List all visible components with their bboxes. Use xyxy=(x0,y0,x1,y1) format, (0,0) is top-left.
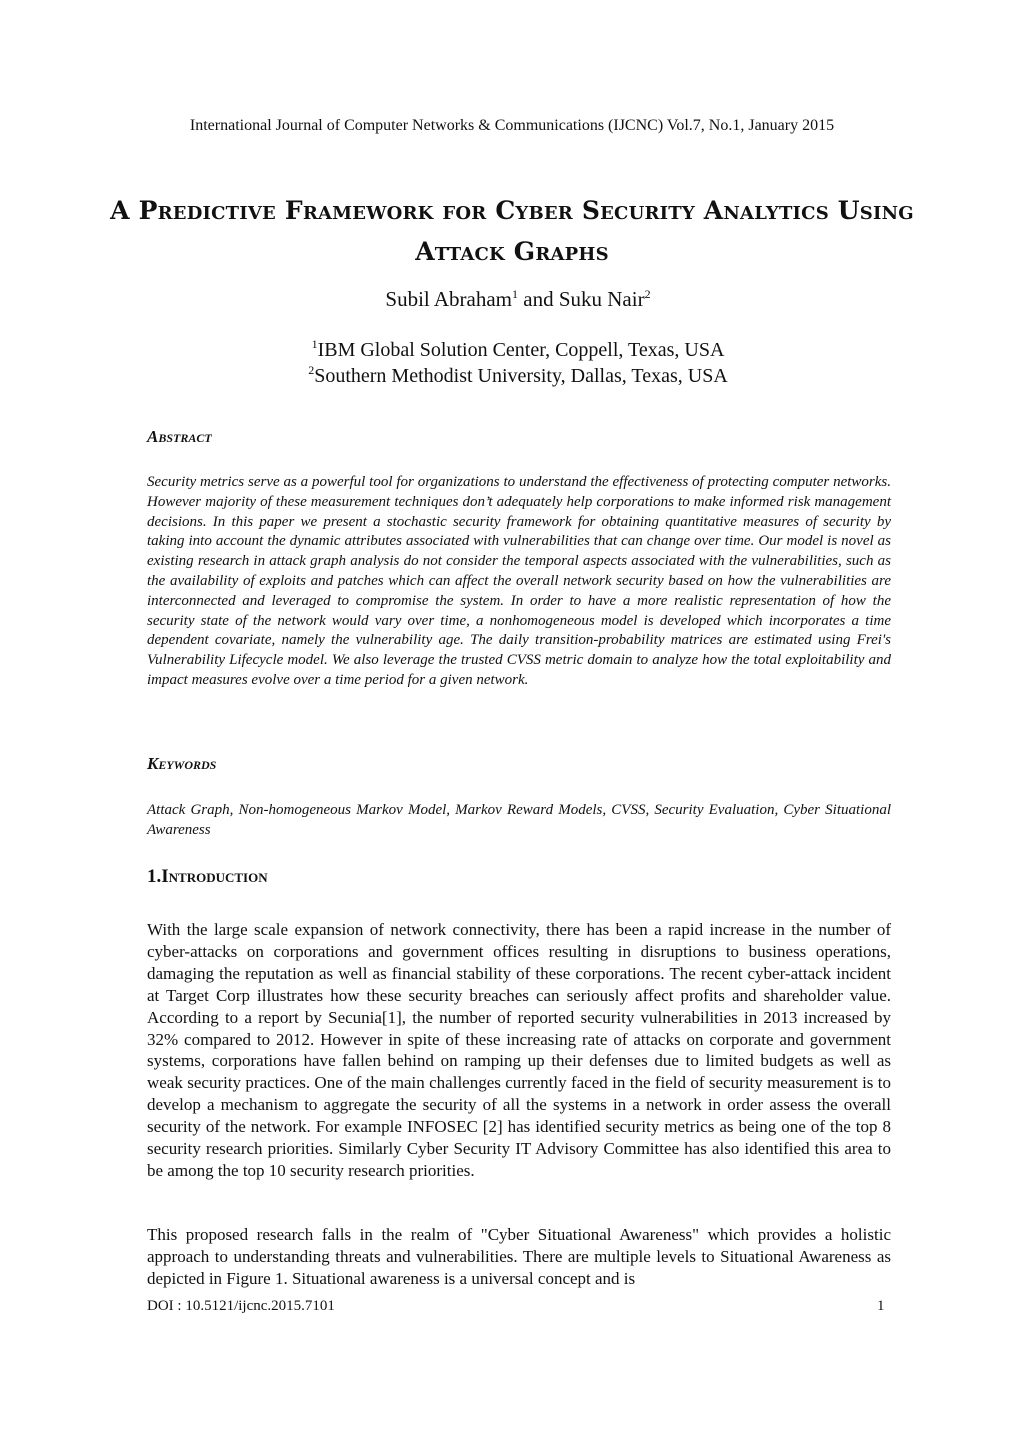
affiliation xyxy=(0,337,1024,363)
affiliations xyxy=(0,337,1024,389)
abstract-text: Security metrics serve as a powerful tool for organizations to understand the effectiveness of protecting computer networks. However majority of these measurement techniques don’t adequately help corporations to make informed risk management decisions. In this paper we present a stochastic security framework for obtaining quantitative measures of security by taking into account the dynamic attributes associated with vulnerabilities that can change over time. Our model is novel as existing research in attack graph analysis do not consider the temporal aspects associated with the vulnerabilities, such as the availability of exploits and patches which can affect the overall network security based on how the vulnerabilities are interconnected and leveraged to compromise the system. In order to have a more realistic representation of how the security state of the network would vary over time, a nonhomogeneous model is developed which incorporates a time dependent covariate, namely the vulnerability age. The daily transition-probability matrices are estimated using Frei's Vulnerability Lifecycle model. We also leverage the trusted CVSS metric domain to analyze how the total exploitability and impact measures evolve over a time period for a given network. xyxy=(147,474,891,688)
abstract-heading: Abstract xyxy=(147,427,212,446)
keywords-text: Attack Graph, Non-homogeneous Markov Model, Markov Reward Models, CVSS, Security Evaluation, Cyber Situational Awareness xyxy=(147,802,891,838)
affiliation-superscript: 2 xyxy=(308,363,315,377)
body-paragraph: This proposed research falls in the realm of "Cyber Situational Awareness" which provides a holistic approach to understanding threats and vulnerabilities. There are multiple levels to Situational Awareness as depicted in Figure 1. Situational awareness is a universal concept and is xyxy=(147,1225,891,1288)
author-conjunction: and xyxy=(518,287,559,311)
affiliation-superscript: 1 xyxy=(311,337,318,351)
author-superscript: 2 xyxy=(644,287,651,301)
author-name: Suku Nair xyxy=(558,287,645,311)
introduction-heading: 1.Introduction xyxy=(147,866,268,887)
journal-header: International Journal of Computer Networks & Communications (IJCNC) Vol.7, No.1, January 2015 xyxy=(189,117,835,134)
body-paragraph: With the large scale expansion of network connectivity, there has been a rapid increase in the number of cyber-attacks on corporations and government offices resulting in disruptions to business operations, damaging the reputation as well as financial stability of these corporations. The recent cyber-attack incident at Target Corp illustrates how these security breaches can seriously affect profits and shareholder value. According to a report by Secunia[1], the number of reported security vulnerabilities in 2013 increased by 32% compared to 2012. However in spite of these increasing rate of attacks on corporate and government systems, corporations have fallen behind on ramping up their defenses due to limited budgets as well as weak security practices. One of the main challenges currently faced in the field of security measurement is to develop a mechanism to aggregate the security of all the systems in a network in order assess the overall security of the network. For example INFOSEC [2] has identified security metrics as being one of the top 8 security research priorities. Similarly Cyber Security IT Advisory Committee has also identified this area to be among the top 10 security research priorities. xyxy=(147,920,891,1180)
affiliation xyxy=(0,363,1024,389)
page-number: 1 xyxy=(877,1298,885,1314)
authors xyxy=(0,287,1024,312)
author-name: Subil Abraham xyxy=(385,287,512,311)
keywords-heading: Keywords xyxy=(147,754,217,773)
author-superscript: 1 xyxy=(512,287,518,301)
affiliation-text: IBM Global Solution Center, Coppell, Texas, USA xyxy=(317,339,725,361)
affiliation-text: Southern Methodist University, Dallas, Texas, USA xyxy=(314,365,728,387)
footer-doi: DOI : 10.5121/ijcnc.2015.7101 xyxy=(147,1298,335,1314)
paper-title: A Predictive Framework for Cyber Security Analytics Using Attack Graphs xyxy=(110,196,914,266)
